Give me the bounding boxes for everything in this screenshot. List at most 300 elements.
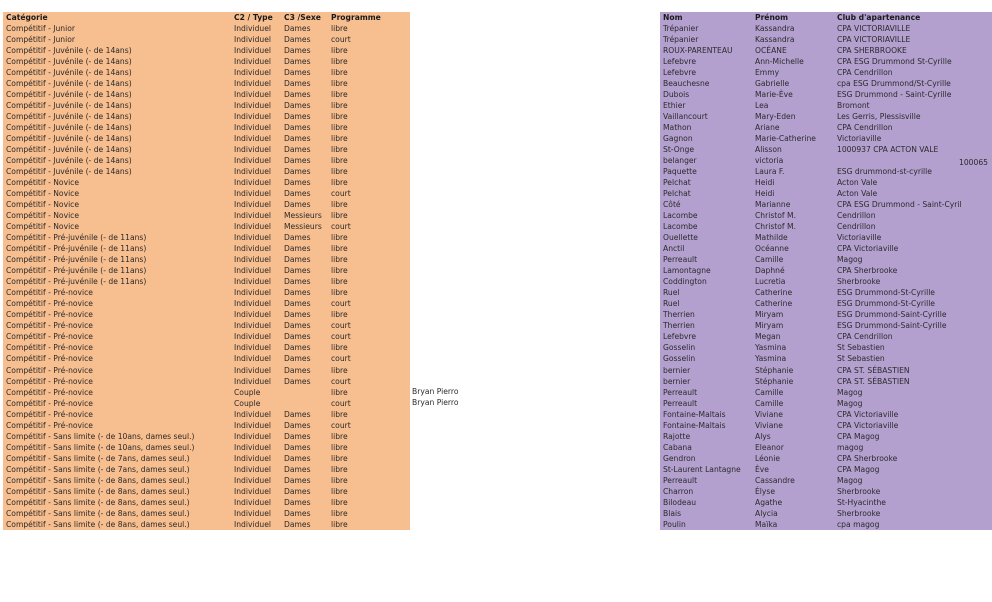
table-row bbox=[3, 453, 410, 464]
table-cell: Individuel bbox=[234, 442, 272, 452]
table-row bbox=[660, 34, 992, 45]
table-cell: Individuel bbox=[234, 57, 272, 67]
table-cell: Compétitif - Juvénile (- de 14ans) bbox=[6, 123, 132, 133]
header-programme: Programme bbox=[331, 13, 381, 22]
table-cell: cpa ESG Drummond/St-Cyrille bbox=[837, 79, 951, 89]
table-cell: Dames bbox=[284, 519, 311, 529]
table-cell: Individuel bbox=[234, 200, 272, 210]
table-cell: Ruel bbox=[663, 299, 680, 309]
table-row bbox=[3, 331, 410, 342]
table-cell: Compétitif - Juvénile (- de 14ans) bbox=[6, 134, 132, 144]
table-cell: Compétitif - Sans limite (- de 8ans, dames seul.) bbox=[6, 486, 190, 496]
table-cell: Dames bbox=[284, 46, 311, 56]
table-cell: court bbox=[331, 35, 351, 45]
table-cell: Dames bbox=[284, 244, 311, 254]
table-cell: Dames bbox=[284, 90, 311, 100]
table-cell: Catherine bbox=[755, 288, 793, 298]
table-cell: CPA SHERBROOKE bbox=[837, 46, 907, 56]
table-row bbox=[660, 199, 992, 210]
table-cell: Heidi bbox=[755, 178, 775, 188]
table-row bbox=[660, 365, 992, 376]
table-row bbox=[660, 254, 992, 265]
table-cell: Fontaine-Maltais bbox=[663, 409, 726, 419]
table-cell: Les Gerris, Plessisville bbox=[837, 112, 921, 122]
table-cell: Pelchat bbox=[663, 189, 691, 199]
table-cell: Individuel bbox=[234, 519, 272, 529]
table-cell: Mathilde bbox=[755, 233, 788, 243]
table-cell: Compétitif - Novice bbox=[6, 189, 80, 199]
table-row bbox=[660, 420, 992, 431]
table-cell: libre bbox=[331, 123, 348, 133]
table-cell: Dames bbox=[284, 288, 311, 298]
table-row bbox=[3, 309, 410, 320]
table-cell: Individuel bbox=[234, 167, 272, 177]
table-row bbox=[3, 320, 410, 331]
table-row bbox=[3, 442, 410, 453]
table-row bbox=[660, 210, 992, 221]
table-cell: ESG Drummond-Saint-Cyrille bbox=[837, 321, 947, 331]
table-cell: Camille bbox=[755, 398, 784, 408]
table-cell: CPA Cendrillon bbox=[837, 332, 893, 342]
table-row bbox=[3, 475, 410, 486]
table-cell: magog bbox=[837, 442, 864, 452]
table-cell: Compétitif - Pré-novice bbox=[6, 409, 93, 419]
table-cell: Individuel bbox=[234, 233, 272, 243]
table-cell: Individuel bbox=[234, 156, 272, 166]
header-club: Club d'apartenance bbox=[837, 13, 921, 22]
table-cell: Individuel bbox=[234, 486, 272, 496]
table-cell: Gagnon bbox=[663, 134, 693, 144]
table-cell: Compétitif - Pré-novice bbox=[6, 332, 93, 342]
table-row bbox=[3, 166, 410, 177]
table-row bbox=[660, 276, 992, 287]
table-cell: Individuel bbox=[234, 90, 272, 100]
table-cell: Individuel bbox=[234, 222, 272, 232]
table-cell: Lefebvre bbox=[663, 68, 697, 78]
table-cell: cpa magog bbox=[837, 519, 880, 529]
table-cell: Laura F. bbox=[755, 167, 785, 177]
table-cell: Dames bbox=[284, 409, 311, 419]
table-cell: Alycia bbox=[755, 508, 778, 518]
table-cell: Dames bbox=[284, 453, 311, 463]
table-cell: Daphné bbox=[755, 266, 785, 276]
table-row bbox=[3, 276, 410, 287]
table-cell: libre bbox=[331, 475, 348, 485]
table-cell: Perreault bbox=[663, 387, 698, 397]
extra-note: 100065 bbox=[959, 158, 988, 168]
table-cell: Compétitif - Sans limite (- de 7ans, dames seul.) bbox=[6, 453, 190, 463]
table-row bbox=[660, 78, 992, 89]
table-cell: Dames bbox=[284, 134, 311, 144]
table-cell: Vaillancourt bbox=[663, 112, 708, 122]
table-cell: Magog bbox=[837, 398, 863, 408]
table-cell: Camille bbox=[755, 387, 784, 397]
table-cell: Cendrillon bbox=[837, 211, 876, 221]
table-cell: libre bbox=[331, 387, 348, 397]
table-cell: Eleanor bbox=[755, 442, 784, 452]
table-row bbox=[660, 133, 992, 144]
table-cell: CPA Victoriaville bbox=[837, 420, 899, 430]
table-cell: Ariane bbox=[755, 123, 780, 133]
table-cell: Compétitif - Sans limite (- de 8ans, dames seul.) bbox=[6, 508, 190, 518]
table-cell: Compétitif - Juvénile (- de 14ans) bbox=[6, 167, 132, 177]
table-cell: Individuel bbox=[234, 211, 272, 221]
table-row bbox=[3, 431, 410, 442]
table-cell: Compétitif - Juvénile (- de 14ans) bbox=[6, 145, 132, 155]
table-cell: Mathon bbox=[663, 123, 692, 133]
table-row bbox=[3, 265, 410, 276]
table-cell: Ruel bbox=[663, 288, 680, 298]
table-cell: court bbox=[331, 332, 351, 342]
table-row bbox=[3, 100, 410, 111]
table-cell: Christof M. bbox=[755, 222, 796, 232]
table-row bbox=[660, 122, 992, 133]
table-cell: court bbox=[331, 222, 351, 232]
table-cell: Individuel bbox=[234, 365, 272, 375]
table-cell: Yasmina bbox=[755, 343, 787, 353]
table-cell: Individuel bbox=[234, 310, 272, 320]
table-cell: Lucretia bbox=[755, 277, 786, 287]
table-cell: Compétitif - Pré-novice bbox=[6, 299, 93, 309]
table-cell: Dames bbox=[284, 497, 311, 507]
table-cell: belanger bbox=[663, 156, 697, 166]
header-type: C2 / Type bbox=[234, 13, 273, 22]
table-cell: Compétitif - Sans limite (- de 7ans, dames seul.) bbox=[6, 464, 190, 474]
table-row bbox=[3, 486, 410, 497]
table-cell: Compétitif - Juvénile (- de 14ans) bbox=[6, 46, 132, 56]
table-cell: Compétitif - Pré-novice bbox=[6, 321, 93, 331]
table-cell: Sherbrooke bbox=[837, 508, 881, 518]
table-cell: Compétitif - Junior bbox=[6, 35, 75, 45]
table-cell: Individuel bbox=[234, 420, 272, 430]
table-row bbox=[3, 144, 410, 155]
table-row bbox=[660, 442, 992, 453]
table-cell: Blais bbox=[663, 508, 682, 518]
table-cell: Gabrielle bbox=[755, 79, 790, 89]
table-row bbox=[660, 453, 992, 464]
table-cell: libre bbox=[331, 101, 348, 111]
table-cell: ESG Drummond - Saint-Cyrille bbox=[837, 90, 952, 100]
table-cell bbox=[281, 398, 328, 409]
table-cell: Dames bbox=[284, 68, 311, 78]
table-cell: court bbox=[331, 321, 351, 331]
table-cell: Individuel bbox=[234, 376, 272, 386]
table-cell: Lamontagne bbox=[663, 266, 711, 276]
header-nom: Nom bbox=[663, 13, 683, 22]
table-cell: court bbox=[331, 189, 351, 199]
table-cell: court bbox=[331, 398, 351, 408]
table-cell: Dames bbox=[284, 123, 311, 133]
table-cell: CPA Magog bbox=[837, 464, 880, 474]
table-cell: Côté bbox=[663, 200, 681, 210]
table-row bbox=[3, 67, 410, 78]
table-cell: Individuel bbox=[234, 277, 272, 287]
table-cell: libre bbox=[331, 167, 348, 177]
table-cell: Alisson bbox=[755, 145, 782, 155]
table-cell: ROUX-PARENTEAU bbox=[663, 46, 733, 56]
table-cell: Dames bbox=[284, 233, 311, 243]
table-cell: Océanne bbox=[755, 244, 789, 254]
table-cell: court bbox=[331, 420, 351, 430]
table-cell: Messieurs bbox=[284, 222, 322, 232]
table-cell: Marie-Ève bbox=[755, 90, 793, 100]
table-row bbox=[660, 497, 992, 508]
table-cell: Messieurs bbox=[284, 211, 322, 221]
table-row bbox=[660, 265, 992, 276]
table-row bbox=[3, 155, 410, 166]
table-cell: Compétitif - Pré-juvénile (- de 11ans) bbox=[6, 266, 147, 276]
table-cell: Compétitif - Pré-juvénile (- de 11ans) bbox=[6, 277, 147, 287]
table-cell: Megan bbox=[755, 332, 781, 342]
table-cell: CPA ST. SÉBASTIEN bbox=[837, 365, 910, 375]
table-cell: Compétitif - Sans limite (- de 8ans, dames seul.) bbox=[6, 519, 190, 529]
table-row bbox=[660, 166, 992, 177]
table-cell: Compétitif - Pré-novice bbox=[6, 310, 93, 320]
table-cell: ESG Drummond-St-Cyrille bbox=[837, 288, 935, 298]
table-cell: court bbox=[331, 299, 351, 309]
table-cell: Viviane bbox=[755, 409, 783, 419]
table-cell: Dames bbox=[284, 475, 311, 485]
table-cell: Acton Vale bbox=[837, 189, 878, 199]
table-cell: Ethier bbox=[663, 101, 686, 111]
table-cell: Victoriaville bbox=[837, 134, 882, 144]
table-cell: Compétitif - Sans limite (- de 10ans, dames seul.) bbox=[6, 431, 195, 441]
table-cell: Compétitif - Novice bbox=[6, 222, 80, 232]
table-cell: libre bbox=[331, 431, 348, 441]
table-cell: Compétitif - Juvénile (- de 14ans) bbox=[6, 57, 132, 67]
table-cell: libre bbox=[331, 134, 348, 144]
table-cell: Individuel bbox=[234, 464, 272, 474]
table-row bbox=[660, 144, 992, 155]
table-row bbox=[660, 431, 992, 442]
table-cell: Cendrillon bbox=[837, 222, 876, 232]
table-cell: Compétitif - Pré-novice bbox=[6, 398, 93, 408]
table-cell: Kassandra bbox=[755, 35, 795, 45]
table-cell: CPA Victoriaville bbox=[837, 244, 899, 254]
table-row bbox=[660, 409, 992, 420]
table-cell: OCÉANE bbox=[755, 46, 787, 56]
table-cell: libre bbox=[331, 211, 348, 221]
table-cell: Couple bbox=[234, 387, 261, 397]
table-cell: Dames bbox=[284, 376, 311, 386]
table-cell: Sherbrooke bbox=[837, 277, 881, 287]
table-cell: Dames bbox=[284, 343, 311, 353]
table-cell: Ève bbox=[755, 464, 769, 474]
table-cell: Poulin bbox=[663, 519, 686, 529]
table-cell: Stéphanie bbox=[755, 365, 794, 375]
table-row bbox=[3, 420, 410, 431]
table-cell: Viviane bbox=[755, 420, 783, 430]
table-cell: Dames bbox=[284, 178, 311, 188]
partner-note: Bryan Pierro bbox=[412, 397, 459, 407]
table-cell: Perreault bbox=[663, 398, 698, 408]
table-row bbox=[660, 508, 992, 519]
table-cell: libre bbox=[331, 233, 348, 243]
table-cell: Compétitif - Juvénile (- de 14ans) bbox=[6, 112, 132, 122]
table-cell: CPA VICTORIAVILLE bbox=[837, 24, 911, 34]
table-cell: Trépanier bbox=[663, 35, 699, 45]
table-cell: Individuel bbox=[234, 321, 272, 331]
table-cell: Dames bbox=[284, 277, 311, 287]
table-row bbox=[3, 398, 410, 409]
table-cell: libre bbox=[331, 288, 348, 298]
table-cell: ESG Drummond-Saint-Cyrille bbox=[837, 310, 947, 320]
table-cell: Perreault bbox=[663, 475, 698, 485]
table-cell: libre bbox=[331, 519, 348, 529]
table-cell: CPA VICTORIAVILLE bbox=[837, 35, 911, 45]
table-cell: Gosselin bbox=[663, 343, 696, 353]
table-row bbox=[3, 232, 410, 243]
table-cell: Bilodeau bbox=[663, 497, 697, 507]
table-row bbox=[660, 309, 992, 320]
table-cell: Heidi bbox=[755, 189, 775, 199]
table-row bbox=[3, 243, 410, 254]
table-cell: Individuel bbox=[234, 46, 272, 56]
table-cell: Stéphanie bbox=[755, 376, 794, 386]
table-cell: Compétitif - Pré-juvénile (- de 11ans) bbox=[6, 233, 147, 243]
table-cell: Compétitif - Juvénile (- de 14ans) bbox=[6, 90, 132, 100]
table-cell: Mary-Eden bbox=[755, 112, 796, 122]
table-cell: Dames bbox=[284, 431, 311, 441]
table-cell: Yasmina bbox=[755, 354, 787, 364]
table-row bbox=[3, 133, 410, 144]
table-cell: libre bbox=[331, 178, 348, 188]
table-row bbox=[3, 34, 410, 45]
table-cell: Lacombe bbox=[663, 222, 698, 232]
table-row bbox=[3, 497, 410, 508]
table-row bbox=[660, 111, 992, 122]
table-cell: libre bbox=[331, 255, 348, 265]
table-cell: Catherine bbox=[755, 299, 793, 309]
table-cell: Alys bbox=[755, 431, 771, 441]
table-cell: Individuel bbox=[234, 255, 272, 265]
table-cell: Dames bbox=[284, 101, 311, 111]
table-cell: Individuel bbox=[234, 453, 272, 463]
table-row bbox=[660, 486, 992, 497]
table-cell: libre bbox=[331, 497, 348, 507]
registration-table-left bbox=[3, 12, 410, 530]
table-cell: Individuel bbox=[234, 112, 272, 122]
table-cell: St Sebastien bbox=[837, 354, 885, 364]
table-cell: Compétitif - Juvénile (- de 14ans) bbox=[6, 79, 132, 89]
table-row bbox=[660, 89, 992, 100]
table-cell: St-Hyacinthe bbox=[837, 497, 886, 507]
table-cell: CPA Victoriaville bbox=[837, 409, 899, 419]
table-cell: Individuel bbox=[234, 288, 272, 298]
table-cell: Acton Vale bbox=[837, 178, 878, 188]
table-cell: St-Onge bbox=[663, 145, 695, 155]
table-cell: Individuel bbox=[234, 332, 272, 342]
table-cell: Compétitif - Junior bbox=[6, 24, 75, 34]
table-row bbox=[3, 353, 410, 364]
table-row bbox=[3, 342, 410, 353]
table-row bbox=[3, 365, 410, 376]
table-cell: CPA Sherbrooke bbox=[837, 266, 898, 276]
table-cell: CPA Cendrillon bbox=[837, 68, 893, 78]
table-cell: Compétitif - Pré-novice bbox=[6, 420, 93, 430]
table-cell: Individuel bbox=[234, 123, 272, 133]
table-row bbox=[3, 199, 410, 210]
table-row bbox=[660, 353, 992, 364]
table-cell: Ann-Michelle bbox=[755, 57, 804, 67]
table-cell: Dames bbox=[284, 255, 311, 265]
table-cell: Magog bbox=[837, 387, 863, 397]
table-cell: Individuel bbox=[234, 145, 272, 155]
table-cell: Compétitif - Sans limite (- de 8ans, dames seul.) bbox=[6, 475, 190, 485]
table-cell: libre bbox=[331, 24, 348, 34]
table-cell: Couple bbox=[234, 398, 261, 408]
table-cell: Dames bbox=[284, 156, 311, 166]
table-cell: Compétitif - Juvénile (- de 14ans) bbox=[6, 101, 132, 111]
table-cell: Perreault bbox=[663, 255, 698, 265]
table-cell: victoria bbox=[755, 156, 784, 166]
table-cell: libre bbox=[331, 90, 348, 100]
table-row bbox=[660, 23, 992, 34]
table-cell: Compétitif - Sans limite (- de 8ans, dames seul.) bbox=[6, 497, 190, 507]
table-cell: libre bbox=[331, 145, 348, 155]
table-cell: libre bbox=[331, 79, 348, 89]
table-cell: CPA Sherbrooke bbox=[837, 453, 898, 463]
table-row bbox=[3, 221, 410, 232]
table-cell: Dames bbox=[284, 24, 311, 34]
table-cell: libre bbox=[331, 508, 348, 518]
table-cell: Individuel bbox=[234, 299, 272, 309]
table-cell: ESG drummond-st-cyrille bbox=[837, 167, 932, 177]
table-cell: 1000937 CPA ACTON VALE bbox=[837, 145, 939, 155]
table-cell: Individuel bbox=[234, 35, 272, 45]
table-cell: Compétitif - Novice bbox=[6, 200, 80, 210]
table-cell: Dames bbox=[284, 365, 311, 375]
table-row bbox=[3, 376, 410, 387]
header-sexe: C3 /Sexe bbox=[284, 13, 321, 22]
table-row bbox=[3, 177, 410, 188]
table-cell: libre bbox=[331, 365, 348, 375]
table-cell: Coddington bbox=[663, 277, 707, 287]
table-row bbox=[660, 342, 992, 353]
table-row bbox=[3, 254, 410, 265]
table-cell: Emmy bbox=[755, 68, 780, 78]
header-categorie: Catégorie bbox=[6, 13, 48, 22]
table-cell: Cabana bbox=[663, 442, 692, 452]
table-cell: Dames bbox=[284, 310, 311, 320]
table-cell: Compétitif - Pré-novice bbox=[6, 354, 93, 364]
table-cell: Anctil bbox=[663, 244, 685, 254]
table-cell: Rajotte bbox=[663, 431, 691, 441]
table-cell: CPA Magog bbox=[837, 431, 880, 441]
table-cell: Compétitif - Novice bbox=[6, 211, 80, 221]
table-row bbox=[660, 177, 992, 188]
header-row bbox=[3, 12, 410, 23]
table-cell: Dames bbox=[284, 420, 311, 430]
table-row bbox=[660, 67, 992, 78]
table-cell: Miryam bbox=[755, 321, 784, 331]
table-cell: Dubois bbox=[663, 90, 690, 100]
table-row bbox=[3, 287, 410, 298]
table-cell: bernier bbox=[663, 365, 691, 375]
table-cell: Individuel bbox=[234, 343, 272, 353]
table-cell: Cassandre bbox=[755, 475, 795, 485]
table-row bbox=[3, 78, 410, 89]
table-row bbox=[3, 23, 410, 34]
table-row bbox=[660, 188, 992, 199]
table-cell: Dames bbox=[284, 464, 311, 474]
table-cell: Agathe bbox=[755, 497, 783, 507]
table-cell: Paquette bbox=[663, 167, 697, 177]
table-cell: Individuel bbox=[234, 475, 272, 485]
table-cell: Lea bbox=[755, 101, 769, 111]
header-prenom: Prénom bbox=[755, 13, 788, 22]
table-cell: Therrien bbox=[663, 310, 695, 320]
